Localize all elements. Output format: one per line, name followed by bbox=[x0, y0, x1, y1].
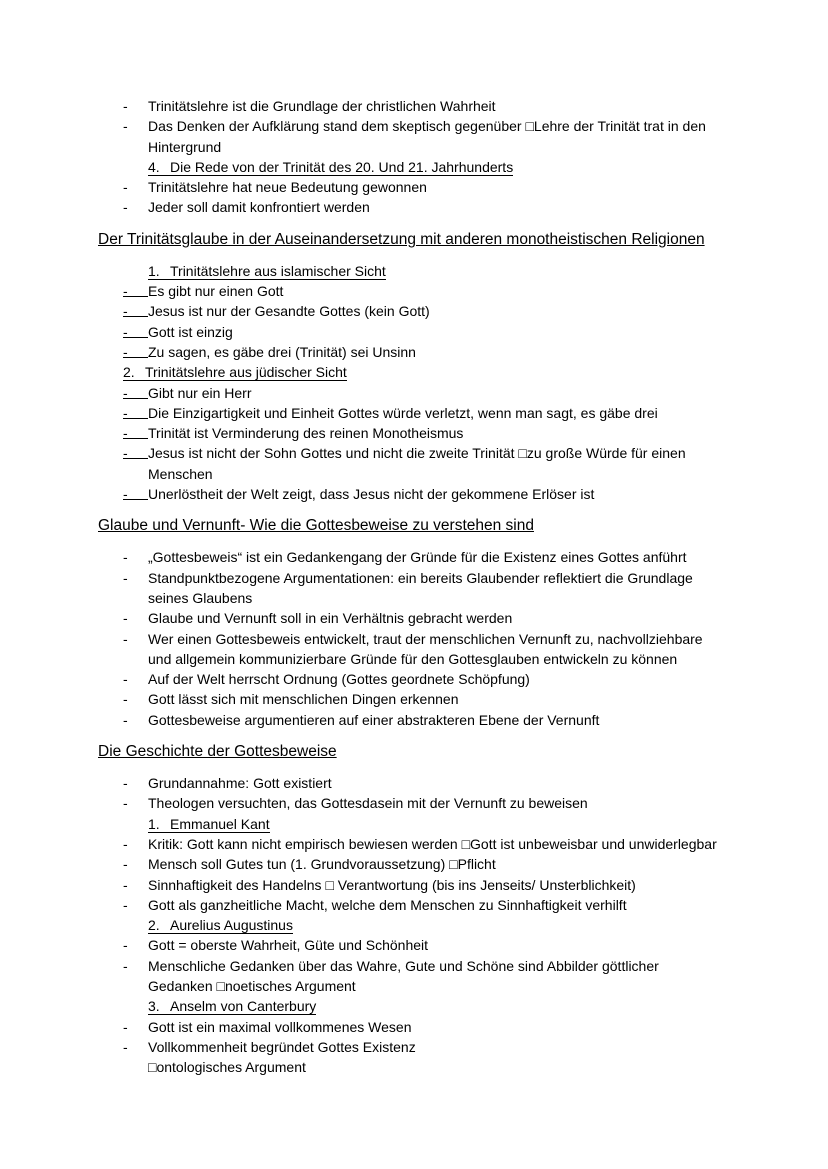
bullet-item bbox=[98, 608, 718, 628]
item-text: Zu sagen, es gäbe drei (Trinität) sei Unsinn bbox=[148, 343, 416, 360]
bullet-item bbox=[98, 177, 718, 197]
bullet-item bbox=[98, 875, 718, 895]
bullet-item bbox=[98, 773, 718, 793]
bullet-item bbox=[98, 710, 718, 730]
dash-marker: - bbox=[123, 711, 128, 728]
item-text: Es gibt nur einen Gott bbox=[148, 283, 284, 300]
dash-marker: - bbox=[123, 795, 128, 812]
section bbox=[98, 741, 718, 1077]
bullet-item bbox=[98, 935, 718, 955]
subheading-text: Anselm von Canterbury bbox=[170, 998, 317, 1015]
dash-marker: - bbox=[123, 403, 148, 419]
item-text: Menschliche Gedanken über das Wahre, Gute und Schöne sind Abbilder göttlicher Gedanken □noetisches Argument bbox=[148, 957, 659, 994]
dash-marker: - bbox=[123, 322, 148, 338]
subheading-underline bbox=[148, 816, 270, 833]
subheading-underline bbox=[148, 917, 293, 934]
bullet-item bbox=[98, 443, 718, 484]
bullet-item bbox=[98, 322, 718, 342]
item-text: Gott als ganzheitliche Macht, welche dem Menschen zu Sinnhaftigkeit verhilft bbox=[148, 896, 627, 913]
subheading-underline bbox=[123, 364, 347, 381]
subheading-number: 2. bbox=[148, 917, 160, 934]
item-text: Grundannahme: Gott existiert bbox=[148, 775, 332, 792]
numbered-subheading bbox=[98, 996, 718, 1016]
dash-marker: - bbox=[123, 610, 128, 627]
bullet-item bbox=[98, 342, 718, 362]
subheading-underline bbox=[148, 998, 316, 1015]
subheading-number: 1. bbox=[148, 815, 160, 832]
bullet-item bbox=[98, 383, 718, 403]
section-heading: Die Geschichte der Gottesbeweise bbox=[98, 743, 337, 761]
subheading-text: Trinitätslehre aus islamischer Sicht bbox=[170, 262, 386, 279]
dash-marker: - bbox=[123, 569, 128, 586]
dash-marker: - bbox=[123, 118, 128, 135]
bullet-item bbox=[98, 895, 718, 915]
dash-marker: - bbox=[123, 549, 128, 566]
dash-marker: - bbox=[123, 957, 128, 974]
bullet-item bbox=[98, 1017, 718, 1037]
section-heading: Der Trinitätsglaube in der Auseinandersetzung mit anderen monotheistischen Religionen bbox=[98, 230, 705, 248]
subheading-text: Aurelius Augustinus bbox=[170, 917, 293, 934]
bullet-item bbox=[98, 669, 718, 689]
bullet-item bbox=[98, 834, 718, 854]
item-text: Das Denken der Aufklärung stand dem skeptisch gegenüber □Lehre der Trinität trat in den Hintergrund bbox=[148, 118, 706, 155]
dash-marker: - bbox=[123, 671, 128, 688]
subheading-number: 4. bbox=[148, 158, 160, 175]
dash-marker: - bbox=[123, 98, 128, 114]
item-text: Mensch soll Gutes tun (1. Grundvoraussetzung) □Pflicht bbox=[148, 856, 496, 873]
section bbox=[98, 229, 718, 505]
item-text: Trinitätslehre hat neue Bedeutung gewonnen bbox=[148, 179, 427, 196]
section bbox=[98, 96, 718, 218]
item-text: Kritik: Gott kann nicht empirisch bewiesen werden □Gott ist unbeweisbar und unwiderlegbar bbox=[148, 835, 717, 852]
dash-marker: - bbox=[123, 301, 148, 317]
bullet-item bbox=[98, 689, 718, 709]
dash-marker: - bbox=[123, 199, 128, 216]
item-text: Gott lässt sich mit menschlichen Dingen erkennen bbox=[148, 691, 459, 708]
item-text: Jesus ist nicht der Sohn Gottes und nicht die zweite Trinität □zu große Würde für einen Menschen bbox=[148, 445, 686, 482]
bullet-item bbox=[98, 301, 718, 321]
numbered-subheading bbox=[98, 362, 718, 382]
item-text: Gott ist einzig bbox=[148, 323, 233, 340]
item-text: Glaube und Vernunft soll in ein Verhältnis gebracht werden bbox=[148, 610, 513, 627]
dash-marker: - bbox=[123, 1018, 128, 1035]
document-content bbox=[98, 96, 718, 1077]
bullet-item bbox=[98, 96, 718, 116]
subheading-number: 2. bbox=[123, 364, 135, 381]
bullet-item bbox=[98, 281, 718, 301]
item-text: Unerlöstheit der Welt zeigt, dass Jesus nicht der gekommene Erlöser ist bbox=[148, 486, 595, 503]
bullet-item bbox=[98, 568, 718, 609]
bullet-item bbox=[98, 484, 718, 504]
subheading-text: Die Rede von der Trinität des 20. Und 21. Jahrhunderts bbox=[170, 158, 514, 175]
bullet-item bbox=[98, 547, 718, 567]
dash-marker: - bbox=[123, 342, 148, 358]
dash-marker: - bbox=[123, 775, 128, 792]
bullet-item bbox=[98, 116, 718, 157]
item-text: Vollkommenheit begründet Gottes Existenz bbox=[148, 1038, 416, 1055]
dash-marker: - bbox=[123, 484, 148, 500]
item-text: □ontologisches Argument bbox=[148, 1059, 306, 1076]
dash-marker: - bbox=[123, 691, 128, 708]
item-text: Die Einzigartigkeit und Einheit Gottes würde verletzt, wenn man sagt, es gäbe drei bbox=[148, 404, 658, 421]
dash-marker: - bbox=[123, 1038, 128, 1055]
bullet-item bbox=[98, 423, 718, 443]
item-text: Theologen versuchten, das Gottesdasein mit der Vernunft zu beweisen bbox=[148, 795, 588, 812]
subheading-number: 3. bbox=[148, 998, 160, 1015]
dash-marker: - bbox=[123, 876, 128, 893]
bullet-item bbox=[98, 854, 718, 874]
section-heading: Glaube und Vernunft- Wie die Gottesbeweise zu verstehen sind bbox=[98, 517, 534, 535]
dash-marker: - bbox=[123, 896, 128, 913]
item-text: Trinitätslehre ist die Grundlage der christlichen Wahrheit bbox=[148, 98, 496, 114]
bullet-item bbox=[98, 793, 718, 813]
item-text: Jeder soll damit konfrontiert werden bbox=[148, 199, 370, 216]
subheading-underline bbox=[148, 159, 513, 176]
dash-marker: - bbox=[123, 179, 128, 196]
dash-marker: - bbox=[123, 630, 128, 647]
dash-marker: - bbox=[123, 835, 128, 852]
item-text: Gott ist ein maximal vollkommenes Wesen bbox=[148, 1018, 412, 1035]
item-text: Sinnhaftigkeit des Handelns □ Verantwortung (bis ins Jenseits/ Unsterblichkeit) bbox=[148, 876, 636, 893]
section bbox=[98, 515, 718, 730]
bullet-item bbox=[98, 956, 718, 997]
item-text: Gott = oberste Wahrheit, Güte und Schönheit bbox=[148, 937, 429, 954]
bullet-item bbox=[98, 629, 718, 670]
item-text: Gibt nur ein Herr bbox=[148, 384, 252, 401]
item-text: „Gottesbeweis“ ist ein Gedankengang der Gründe für die Existenz eines Gottes anführt bbox=[148, 549, 687, 566]
item-text: Jesus ist nur der Gesandte Gottes (kein Gott) bbox=[148, 303, 430, 320]
item-text: Wer einen Gottesbeweis entwickelt, traut der menschlichen Vernunft zu, nachvollziehbare und allgemein kommunizierbare Gründe für den Gottesglauben entwickeln zu können bbox=[148, 630, 703, 667]
item-text: Standpunktbezogene Argumentationen: ein bereits Glaubender reflektiert die Grundlage seines Glaubens bbox=[148, 569, 693, 606]
bullet-item bbox=[98, 197, 718, 217]
dash-marker: - bbox=[123, 856, 128, 873]
numbered-subheading bbox=[98, 814, 718, 834]
item-text: Trinität ist Verminderung des reinen Monotheismus bbox=[148, 425, 464, 442]
subheading-text: Trinitätslehre aus jüdischer Sicht bbox=[145, 364, 347, 381]
dash-marker: - bbox=[123, 383, 148, 399]
subheading-text: Emmanuel Kant bbox=[170, 815, 270, 832]
subheading-number: 1. bbox=[148, 262, 160, 279]
dash-marker: - bbox=[123, 443, 148, 459]
subheading-underline bbox=[148, 263, 386, 280]
bullet-item bbox=[98, 1037, 718, 1057]
numbered-subheading bbox=[98, 915, 718, 935]
dash-marker: - bbox=[123, 423, 148, 439]
item-text: Auf der Welt herrscht Ordnung (Gottes geordnete Schöpfung) bbox=[148, 671, 530, 688]
bullet-item bbox=[98, 403, 718, 423]
item-text: Gottesbeweise argumentieren auf einer abstrakteren Ebene der Vernunft bbox=[148, 711, 600, 728]
numbered-subheading bbox=[98, 261, 718, 281]
numbered-subheading bbox=[98, 157, 718, 177]
dash-marker: - bbox=[123, 281, 148, 297]
plain-line bbox=[98, 1057, 718, 1077]
dash-marker: - bbox=[123, 937, 128, 954]
